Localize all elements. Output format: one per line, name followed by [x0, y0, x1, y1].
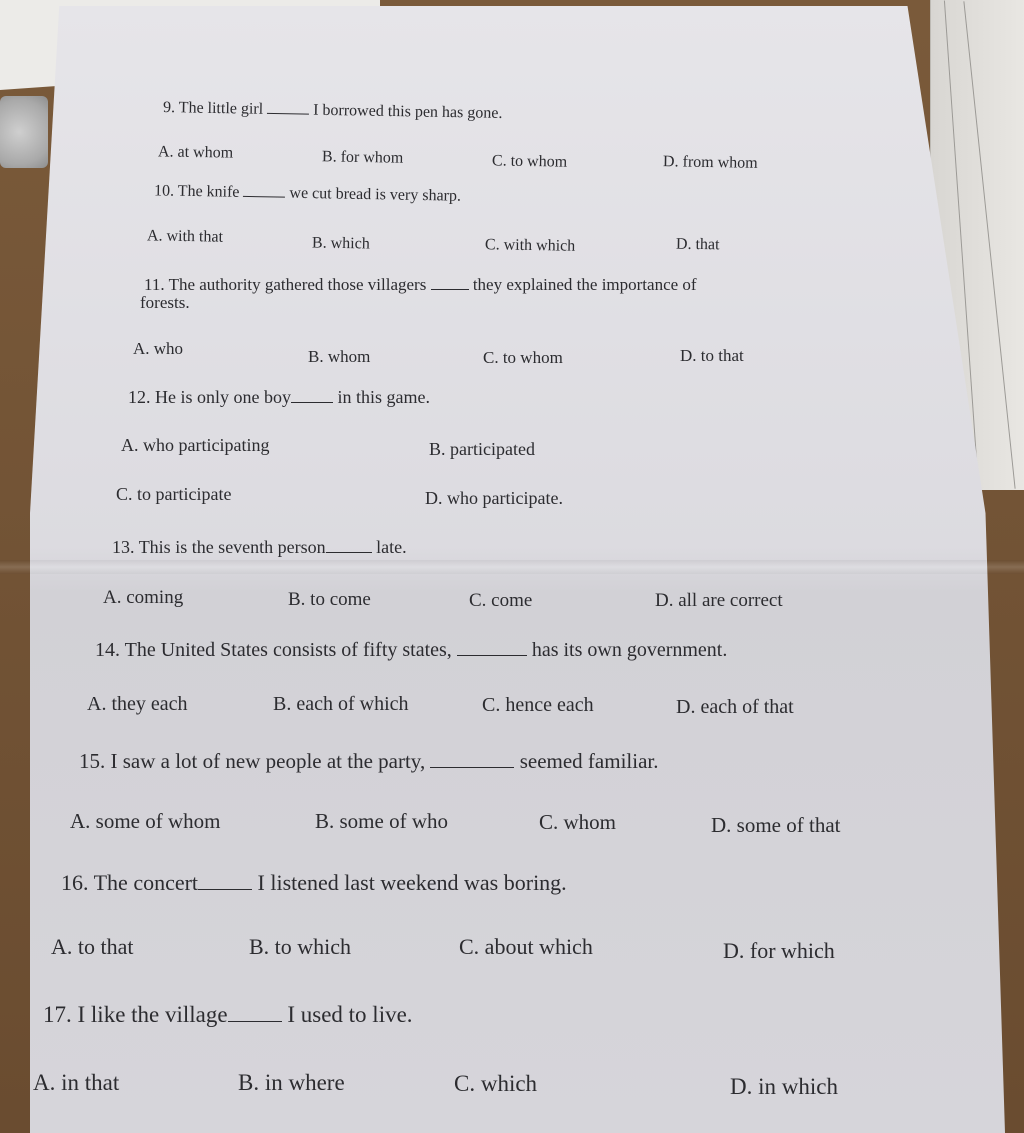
question-13-stem — [112, 538, 407, 556]
option-a: A. in that — [33, 1070, 120, 1095]
question-number: 17. — [43, 1002, 72, 1027]
question-number: 15. — [79, 749, 106, 773]
question-text-before: I like the village — [77, 1002, 228, 1027]
option-d: D. for which — [723, 938, 835, 963]
question-text-after: I listened last weekend was boring. — [257, 870, 567, 895]
answer-blank — [243, 195, 285, 198]
question-11-continuation: forests. — [140, 293, 190, 312]
option-c: C. with which — [484, 236, 576, 255]
option-d: D. each of that — [676, 696, 794, 718]
question-text-before: I saw a lot of new people at the party, — [110, 749, 426, 773]
foam-object — [0, 96, 48, 168]
answer-blank — [431, 288, 469, 290]
answer-blank — [198, 888, 252, 890]
question-16-stem — [61, 872, 567, 894]
question-12-stem — [128, 388, 430, 406]
answer-blank — [326, 551, 372, 553]
option-d: D. some of that — [711, 813, 841, 837]
question-text-after: I borrowed this pen has gone. — [313, 101, 503, 122]
option-a: A. with that — [146, 227, 224, 246]
question-text-after: late. — [376, 537, 407, 557]
question-number: 9. — [162, 99, 176, 117]
option-c: C. which — [454, 1071, 538, 1096]
option-c: C. hence each — [482, 694, 594, 716]
question-number: 11. — [144, 275, 165, 294]
answer-blank — [430, 766, 514, 768]
option-a: A. they each — [87, 693, 188, 715]
option-b: B. for whom — [321, 148, 404, 167]
question-number: 10. — [153, 182, 175, 200]
option-c: C. about which — [459, 934, 593, 959]
question-number: 14. — [95, 639, 120, 661]
question-text-before: The knife — [177, 182, 240, 201]
answer-blank — [291, 401, 333, 403]
question-text-after: I used to live. — [287, 1002, 413, 1027]
question-text-before: This is the seventh person — [138, 537, 326, 557]
option-b: B. which — [311, 234, 370, 253]
option-b: B. to come — [288, 589, 371, 610]
question-text-after: in this game. — [337, 387, 430, 407]
question-number: 13. — [112, 537, 135, 557]
option-c: C. to whom — [483, 348, 563, 367]
option-d: D. to that — [680, 346, 744, 365]
question-17-stem — [43, 1003, 413, 1026]
question-number: 12. — [128, 387, 151, 407]
option-a: A. who participating — [121, 435, 270, 455]
option-d: D. from whom — [662, 153, 758, 172]
option-d: D. that — [675, 235, 720, 254]
option-c: C. whom — [539, 810, 617, 834]
option-d: D. who participate. — [425, 488, 563, 508]
option-a: A. coming — [103, 587, 184, 608]
option-b: B. each of which — [273, 693, 409, 715]
question-text-before: He is only one boy — [155, 387, 291, 407]
question-text-before: The authority gathered those villagers — [168, 275, 427, 294]
option-b: B. whom — [308, 347, 371, 366]
answer-blank — [267, 112, 309, 115]
question-number: 16. — [61, 870, 89, 895]
option-d: D. all are correct — [655, 590, 783, 611]
question-14-stem — [95, 640, 727, 660]
question-11-stem — [144, 276, 697, 293]
option-b: B. participated — [429, 439, 535, 459]
option-b: B. to which — [249, 934, 352, 959]
option-a: A. some of whom — [70, 809, 221, 833]
option-c: C. come — [469, 590, 533, 611]
option-a: A. to that — [51, 934, 134, 959]
worksheet-paper — [30, 6, 1005, 1133]
question-text-before: The United States consists of fifty states, — [124, 639, 452, 661]
option-c: C. to participate — [116, 484, 232, 504]
option-b: B. some of who — [315, 809, 448, 833]
question-text-before: The little girl — [178, 99, 264, 118]
question-text-after: has its own government. — [531, 639, 728, 661]
option-d: D. in which — [730, 1074, 838, 1099]
option-b: B. in where — [238, 1070, 345, 1095]
question-text-after: we cut bread is very sharp. — [289, 184, 462, 205]
question-text-after: they explained the importance of — [472, 275, 697, 294]
option-a: A. at whom — [157, 143, 234, 162]
question-text-after: seemed familiar. — [519, 749, 659, 773]
question-text-before: The concert — [93, 870, 199, 895]
question-15-stem — [79, 751, 658, 772]
answer-blank — [457, 654, 527, 656]
answer-blank — [228, 1020, 282, 1022]
option-a: A. who — [133, 339, 184, 358]
option-c: C. to whom — [491, 152, 568, 171]
